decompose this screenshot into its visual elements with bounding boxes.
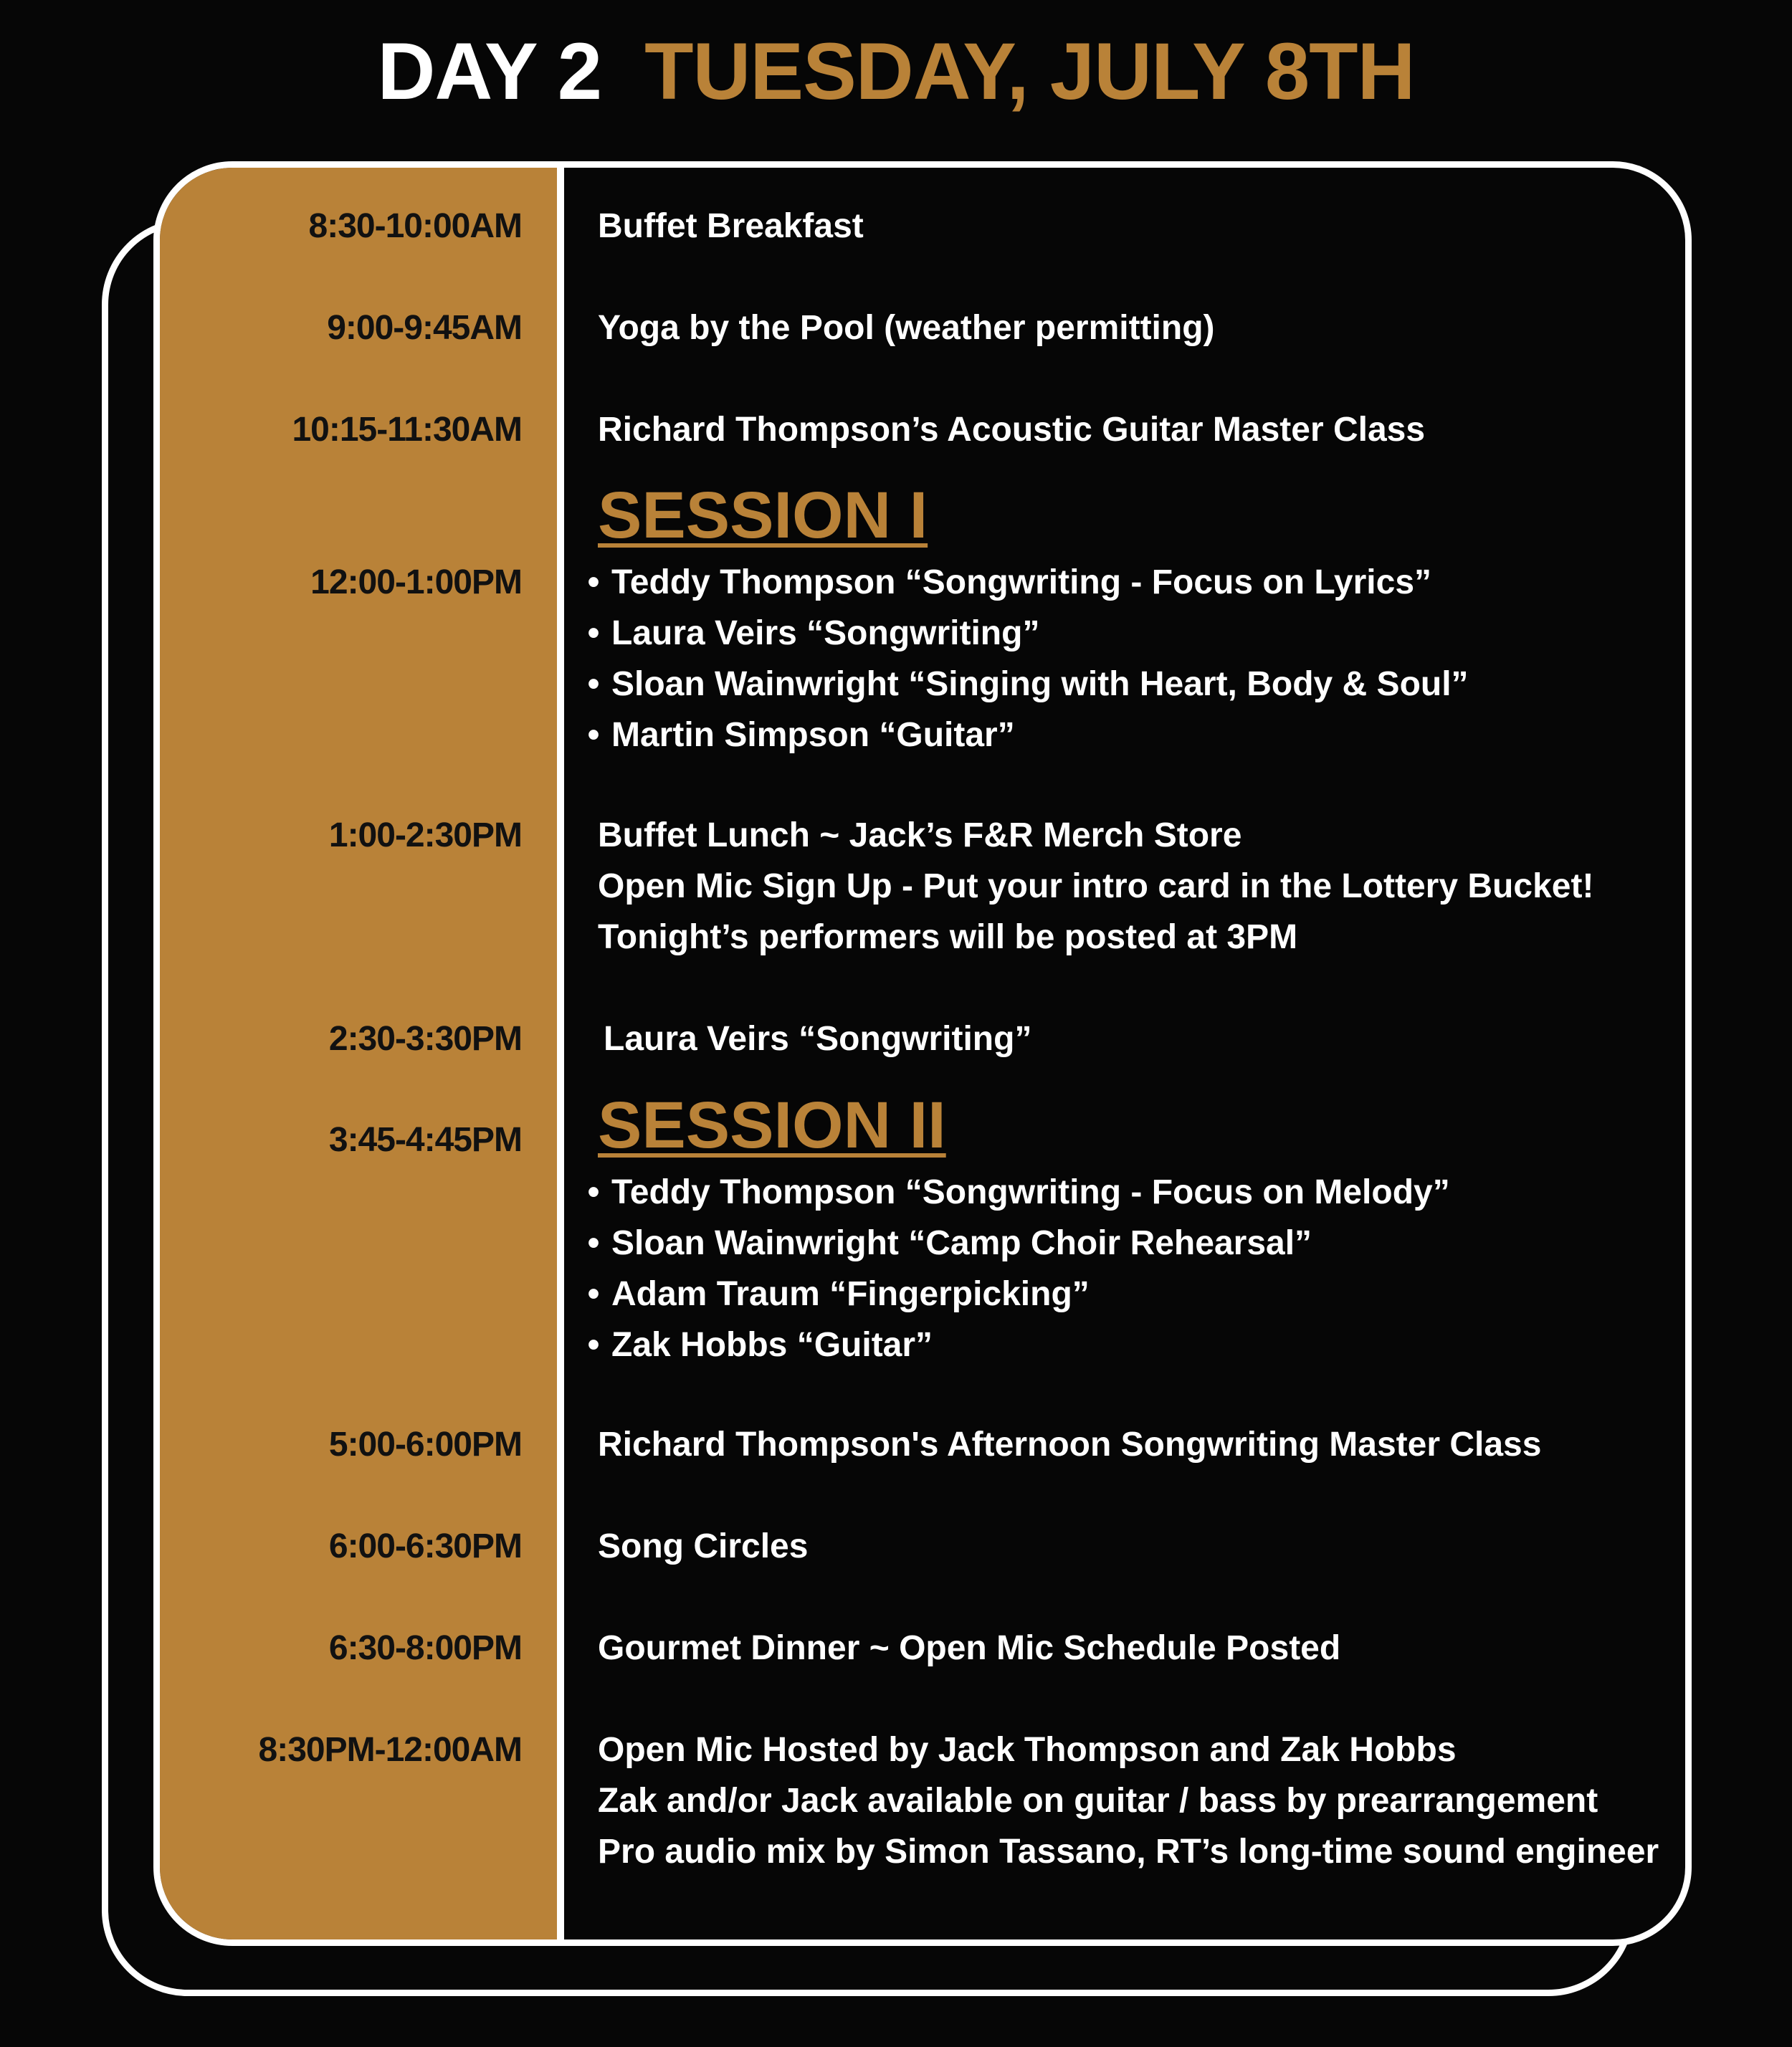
event-description [598,1724,1673,1877]
event-line: Zak and/or Jack available on guitar / bass by prearrangement [598,1782,1598,1820]
list-item: • Teddy Thompson “Songwriting - Focus on Melody” [583,1167,1450,1218]
list-item: • Laura Veirs “Songwriting” [583,608,1469,659]
event-description [598,810,1673,963]
event-description [598,404,1673,455]
time-label: 10:15-11:30AM [292,411,522,449]
event-line: Laura Veirs “Songwriting” [604,1020,1032,1058]
time-label: 9:00-9:45AM [327,309,522,347]
list-item: • Zak Hobbs “Guitar” [583,1320,1450,1370]
bullet-icon: • [587,1326,600,1364]
event-line: Richard Thompson’s Acoustic Guitar Master Class [598,411,1426,449]
time-label: 6:00-6:30PM [328,1527,522,1565]
event-line: Buffet Breakfast [598,207,864,245]
list-item: • Adam Traum “Fingerpicking” [583,1269,1450,1320]
event-line: Buffet Lunch ~ Jack’s F&R Merch Store [598,816,1242,854]
event-description [598,201,1673,252]
time-label: 3:45-4:45PM [328,1121,522,1159]
session-list [583,1167,1450,1370]
time-label: 8:30PM-12:00AM [258,1731,522,1769]
bullet-icon: • [587,1275,600,1313]
bullet-icon: • [587,563,600,601]
event-line: Open Mic Hosted by Jack Thompson and Zak Hobbs [598,1731,1457,1769]
event-line: Richard Thompson's Afternoon Songwriting Master Class [598,1426,1542,1464]
event-description [604,1013,1679,1064]
schedule-card [153,161,1692,1946]
bullet-icon: • [587,716,600,754]
session-list [583,557,1469,760]
bullet-icon: • [587,665,600,703]
time-label: 6:30-8:00PM [328,1629,522,1667]
event-description [598,302,1673,353]
event-line: Tonight’s performers will be posted at 3PM [598,918,1298,956]
event-line: Song Circles [598,1527,809,1565]
time-label: 1:00-2:30PM [328,816,522,854]
page-title [0,22,1792,122]
session-title: SESSION II [598,1089,946,1162]
column-divider [557,168,564,1939]
event-line: Yoga by the Pool (weather permitting) [598,309,1215,347]
list-item: • Martin Simpson “Guitar” [583,710,1469,760]
list-item: • Sloan Wainwright “Singing with Heart, Body & Soul” [583,659,1469,710]
bullet-icon: • [587,1224,600,1262]
time-label: 12:00-1:00PM [310,563,522,601]
event-line: Open Mic Sign Up - Put your intro card in the Lottery Bucket! [598,867,1594,905]
session-title: SESSION I [598,479,928,552]
list-item: • Teddy Thompson “Songwriting - Focus on Lyrics” [583,557,1469,608]
event-line: Gourmet Dinner ~ Open Mic Schedule Posted [598,1629,1341,1667]
day-label: DAY 2 [377,27,602,116]
event-description [598,1521,1673,1572]
bullet-icon: • [587,1173,600,1211]
time-label: 2:30-3:30PM [328,1020,522,1058]
event-description [598,1623,1673,1674]
date-label: TUESDAY, JULY 8TH [644,27,1415,116]
time-label: 5:00-6:00PM [328,1426,522,1464]
time-label: 8:30-10:00AM [308,207,522,245]
event-line: Pro audio mix by Simon Tassano, RT’s long-time sound engineer [598,1833,1659,1871]
list-item: • Sloan Wainwright “Camp Choir Rehearsal” [583,1218,1450,1269]
event-description [598,1419,1673,1470]
bullet-icon: • [587,614,600,652]
